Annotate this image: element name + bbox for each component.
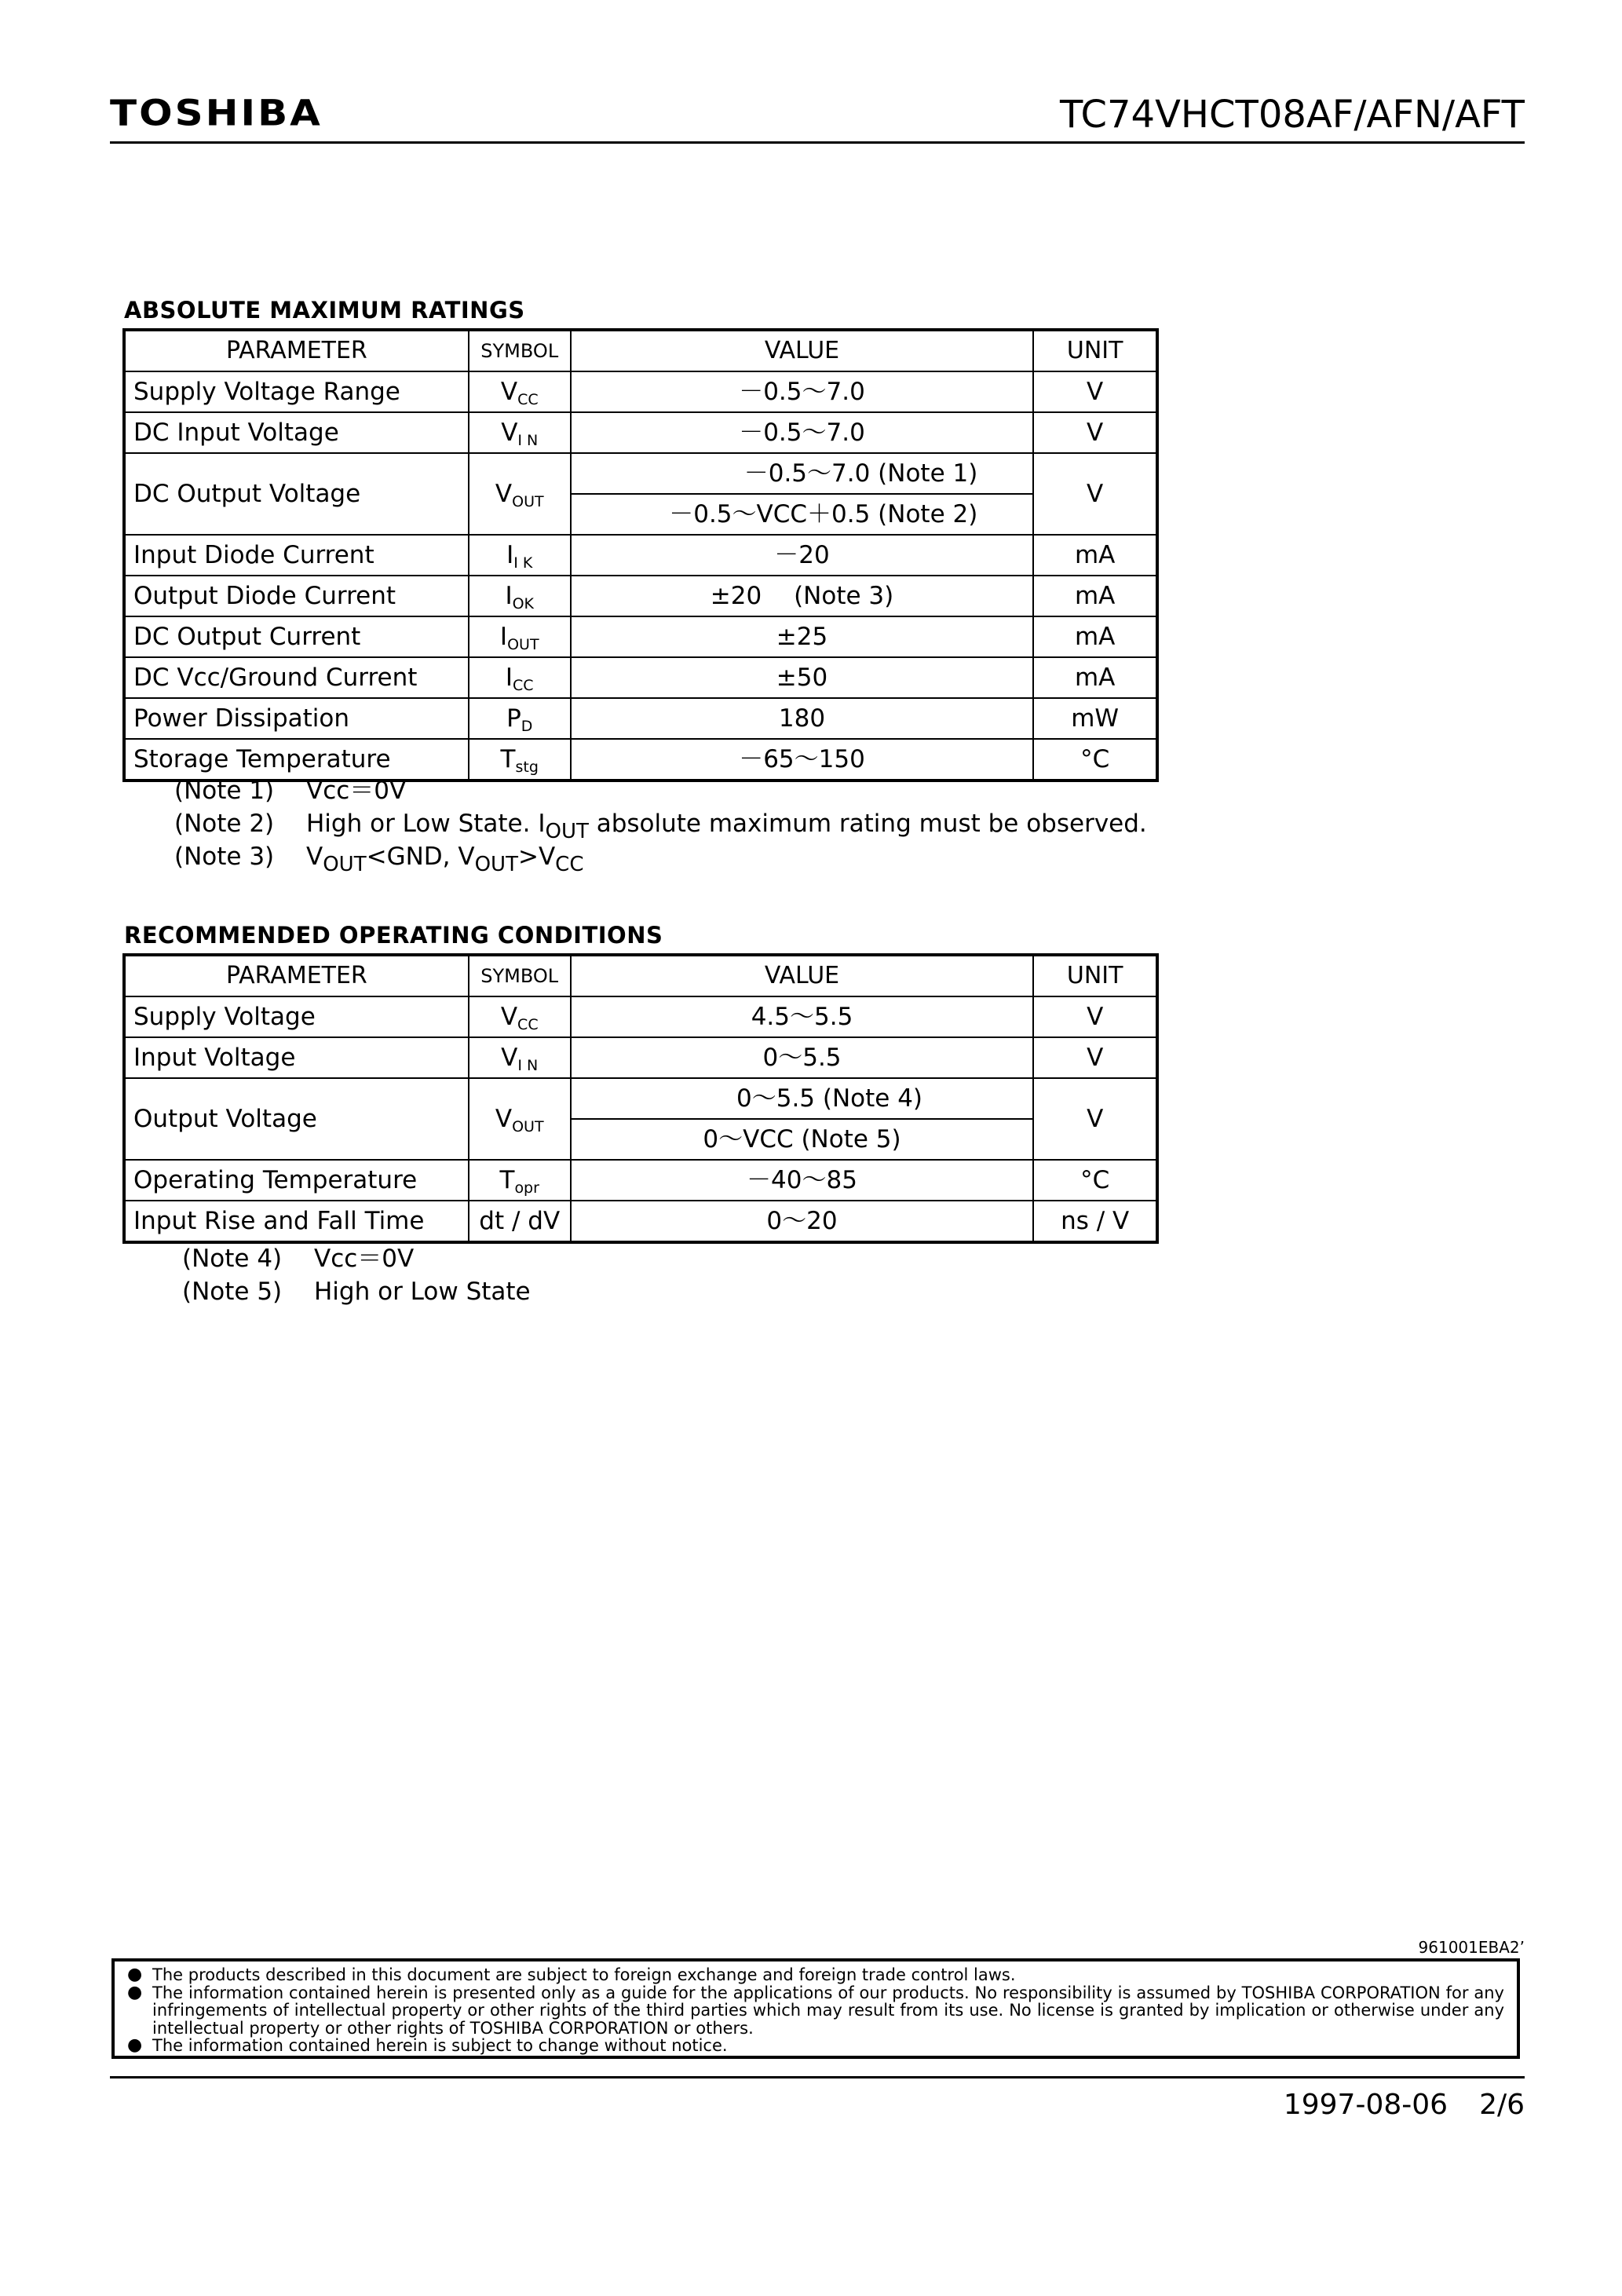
unit-cell: mA xyxy=(1033,616,1157,657)
param-cell: Power Dissipation xyxy=(124,698,469,739)
rec-op-table xyxy=(122,953,1159,1244)
table-header-row xyxy=(124,330,1157,371)
disclaimer-item xyxy=(127,1966,1504,1984)
param-cell: DC Output Current xyxy=(124,616,469,657)
note-label: (Note 3) xyxy=(174,843,275,871)
value-cell: ±20 (Note 3) xyxy=(571,576,1034,616)
value-cell: 0～5.5 (Note 4) xyxy=(571,1078,1034,1119)
disclaimer-text: The information contained herein is subject to change without notice. xyxy=(152,2036,728,2055)
col-unit: UNIT xyxy=(1033,330,1157,371)
table-row xyxy=(124,1078,1157,1119)
unit-cell: V xyxy=(1033,1037,1157,1078)
value-cell: －0.5～7.0 (Note 1) xyxy=(571,453,1034,494)
symbol-cell: $V_{CC}$ xyxy=(469,996,571,1037)
document-code: 961001EBA2’ xyxy=(1418,1938,1525,1957)
table-row xyxy=(124,576,1157,616)
bullet-icon: ● xyxy=(127,1965,143,1984)
value-cell: 4.5～5.5 xyxy=(571,996,1034,1037)
header-rule xyxy=(110,141,1525,144)
toshiba-logo: TOSHIBA xyxy=(110,93,323,134)
table-row xyxy=(124,1160,1157,1201)
unit-cell: mA xyxy=(1033,576,1157,616)
unit-cell: mA xyxy=(1033,535,1157,576)
value-cell: －0.5～7.0 xyxy=(571,412,1034,453)
param-cell: Operating Temperature xyxy=(124,1160,469,1201)
col-parameter: PARAMETER xyxy=(124,330,469,371)
rec-op-title: RECOMMENDED OPERATING CONDITIONS xyxy=(124,922,663,949)
symbol-cell: $V_{I N}$ xyxy=(469,412,571,453)
table-row xyxy=(124,535,1157,576)
note-row xyxy=(182,1275,531,1308)
note-label: (Note 4) xyxy=(182,1245,283,1273)
note-text: absolute maximum rating must be observed. xyxy=(588,810,1147,838)
col-value: VALUE xyxy=(571,330,1034,371)
symbol-cell: $I_{CC}$ xyxy=(469,657,571,698)
param-cell: Output Diode Current xyxy=(124,576,469,616)
param-cell: DC Input Voltage xyxy=(124,412,469,453)
value-cell: －0.5～7.0 xyxy=(571,371,1034,412)
symbol-cell: $V_{CC}$ xyxy=(469,371,571,412)
unit-cell: °C xyxy=(1033,1160,1157,1201)
disclaimer-text: The products described in this document are subject to foreign exchange and foreign trade control laws. xyxy=(152,1965,1016,1984)
table-row xyxy=(124,453,1157,494)
value-cell: 180 xyxy=(571,698,1034,739)
value-cell: 0～5.5 xyxy=(571,1037,1034,1078)
table-row xyxy=(124,996,1157,1037)
col-symbol: SYMBOL xyxy=(469,330,571,371)
value-cell: －65～150 xyxy=(571,739,1034,781)
param-cell: Input Voltage xyxy=(124,1037,469,1078)
note-label: (Note 5) xyxy=(182,1278,283,1306)
note-row: (Note 3) $V_{OUT}<GND$, $V_{OUT}>V_{CC}$ xyxy=(174,840,1147,873)
value-cell: －40～85 xyxy=(571,1160,1034,1201)
footer xyxy=(1284,2089,1525,2121)
col-symbol: SYMBOL xyxy=(469,955,571,996)
param-cell: Output Voltage xyxy=(124,1078,469,1160)
table-row xyxy=(124,1201,1157,1242)
bullet-icon: ● xyxy=(127,2035,143,2055)
unit-cell: V xyxy=(1033,1078,1157,1160)
rec-op-notes xyxy=(182,1242,531,1308)
symbol-cell: dt / dV xyxy=(469,1201,571,1242)
abs-max-notes xyxy=(174,774,1147,876)
unit-cell: °C xyxy=(1033,739,1157,781)
disclaimer-box xyxy=(111,1958,1520,2059)
value-cell: 0～20 xyxy=(571,1201,1034,1242)
value-cell: ±25 xyxy=(571,616,1034,657)
note-row xyxy=(182,1242,531,1275)
symbol-cell: $V_{I N}$ xyxy=(469,1037,571,1078)
symbol-cell: $T_{stg}$ xyxy=(469,739,571,781)
note-label: (Note 2) xyxy=(174,810,275,838)
value-cell: 0～VCC (Note 5) xyxy=(571,1119,1034,1160)
col-parameter: PARAMETER xyxy=(124,955,469,996)
symbol-cell: $I_{I K}$ xyxy=(469,535,571,576)
table-row xyxy=(124,616,1157,657)
param-cell: DC Output Voltage xyxy=(124,453,469,535)
col-unit: UNIT xyxy=(1033,955,1157,996)
footer-date: 1997-08-06 xyxy=(1283,2089,1448,2121)
col-value: VALUE xyxy=(571,955,1034,996)
note-text: High or Low State. I xyxy=(306,810,546,838)
table-row xyxy=(124,412,1157,453)
note-text: Vcc＝0V xyxy=(306,777,407,805)
param-cell: Input Rise and Fall Time xyxy=(124,1201,469,1242)
unit-cell: mA xyxy=(1033,657,1157,698)
symbol-cell: $V_{OUT}$ xyxy=(469,453,571,535)
abs-max-title: ABSOLUTE MAXIMUM RATINGS xyxy=(124,297,525,324)
note-row: (Note 2) High or Low State. $I_{OUT}$ absolute maximum rating must be observed. xyxy=(174,807,1147,840)
table-header-row xyxy=(124,955,1157,996)
symbol-cell: $I_{OK}$ xyxy=(469,576,571,616)
table-row xyxy=(124,1037,1157,1078)
param-cell: DC Vcc/Ground Current xyxy=(124,657,469,698)
abs-max-table xyxy=(122,328,1159,782)
unit-cell: V xyxy=(1033,996,1157,1037)
note-text: Vcc＝0V xyxy=(314,1245,415,1273)
unit-cell: mW xyxy=(1033,698,1157,739)
note-row xyxy=(174,774,1147,807)
note-text: High or Low State xyxy=(314,1278,531,1306)
page-number: 2/6 xyxy=(1479,2089,1525,2121)
part-number: TC74VHCT08AF/AFN/AFT xyxy=(1059,93,1525,137)
unit-cell: V xyxy=(1033,412,1157,453)
param-cell: Storage Temperature xyxy=(124,739,469,781)
footer-rule xyxy=(110,2076,1525,2078)
symbol-cell: $T_{opr}$ xyxy=(469,1160,571,1201)
symbol-cell: $P_D$ xyxy=(469,698,571,739)
unit-cell: V xyxy=(1033,453,1157,535)
table-row xyxy=(124,698,1157,739)
disclaimer-item xyxy=(127,2037,1504,2055)
param-cell: Input Diode Current xyxy=(124,535,469,576)
value-cell: ±50 xyxy=(571,657,1034,698)
symbol-cell: $I_{OUT}$ xyxy=(469,616,571,657)
unit-cell: V xyxy=(1033,371,1157,412)
disclaimer-text: The information contained herein is presented only as a guide for the applications of our products. No responsibility is assumed by TOSHIBA CORPORATION for any infringements of intellectual property or other rights of the third parties which may result from its use. No license is granted by implication or otherwise under any intellectual property or other rights of TOSHIBA CORPORATION or others. xyxy=(152,1983,1504,2038)
table-row xyxy=(124,371,1157,412)
param-cell: Supply Voltage Range xyxy=(124,371,469,412)
symbol-cell: $V_{OUT}$ xyxy=(469,1078,571,1160)
bullet-icon: ● xyxy=(127,1982,143,2002)
unit-cell: ns / V xyxy=(1033,1201,1157,1242)
table-row xyxy=(124,657,1157,698)
param-cell: Supply Voltage xyxy=(124,996,469,1037)
note-label: (Note 1) xyxy=(174,777,275,805)
value-cell: －20 xyxy=(571,535,1034,576)
value-cell: －0.5～VCC＋0.5 (Note 2) xyxy=(571,494,1034,535)
disclaimer-item xyxy=(127,1984,1504,2038)
